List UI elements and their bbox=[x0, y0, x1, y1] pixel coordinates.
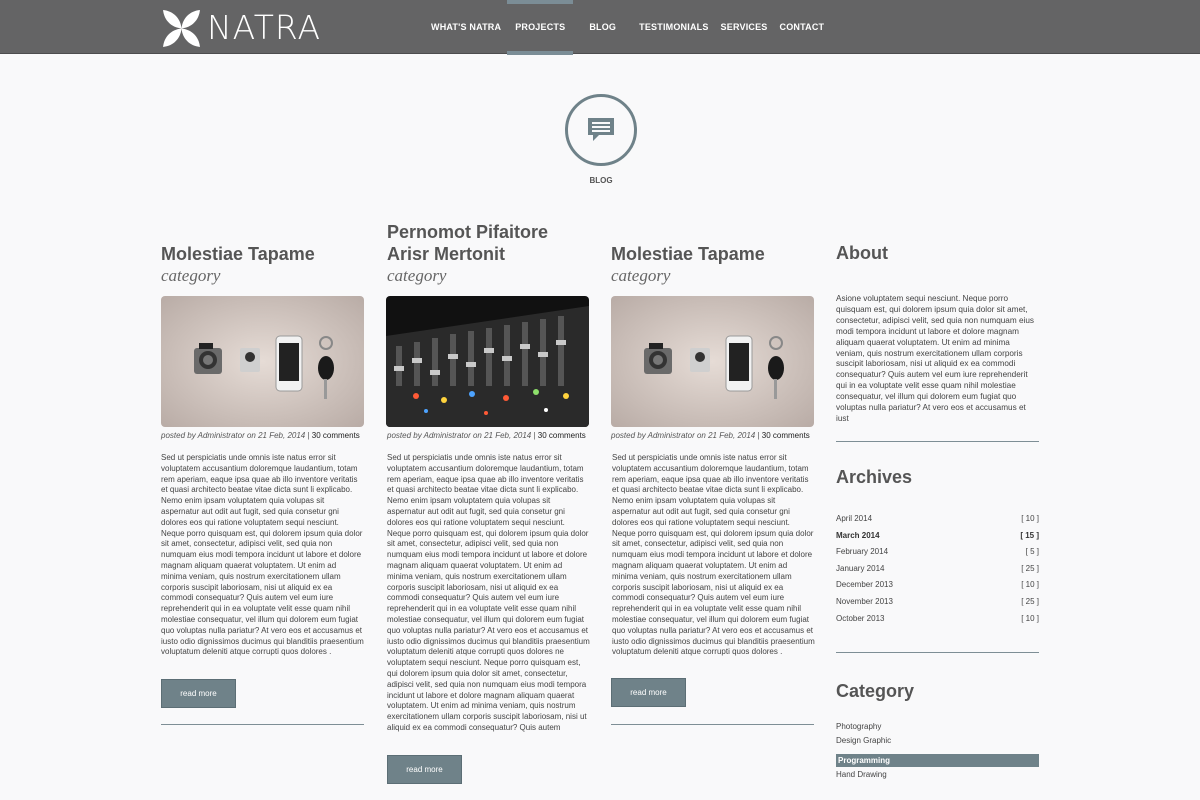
archive-item[interactable]: April 2014 [ 10 ] bbox=[836, 514, 1039, 523]
divider bbox=[836, 652, 1039, 653]
nav-item-contact[interactable]: CONTACT bbox=[779, 22, 825, 32]
main-nav bbox=[425, 0, 830, 54]
divider bbox=[836, 441, 1039, 442]
category-heading: Category bbox=[836, 681, 915, 701]
post-excerpt: Sed ut perspiciatis unde omnis iste natus error sit voluptatem accusantium doloremque laudantium, totam rem aperiam, eaque ipsa quae ab illo inventore veritatis et quasi architecto beatae vitae dicta sunt li explicabo. Nemo enim ipsam voluptatem quia volupas sit aspernatur aut odit aut fugit, sed quia consetur gni dolores eos qui ratione voluptatem sequi nesciunt. Neque porro quisquam est, qui dolorem ipsum quia dolor sit amet, consectetur, adipisci velit, sed quia non numquam eius modi tempora incidunt ut labore et dolore magnam aliquam quaerat voluptatem. Ut enim ad minima veniam, quis nostrum exercitationem ullam corporis suscipit laboriosam, nisi ut aliquid ex ea commodi consequatur? Quis autem vel eum iure reprehenderit qui in ea voluptate velit esse quam nihil molestiae consequatur, vel illum qui dolorem eum fugiat quo voluptas nulla pariatur? At vero eos et accusamus et iusto odio dignissimos ducimus qui blanditiis praesentium voluptatum deleniti atque corrupti quos dolores . bbox=[161, 453, 364, 657]
blog-badge bbox=[565, 94, 637, 166]
logo[interactable] bbox=[161, 8, 321, 48]
category-item-design-graphic[interactable]: Design Graphic bbox=[836, 736, 892, 745]
archive-item[interactable]: October 2013 [ 10 ] bbox=[836, 613, 1039, 623]
post-meta bbox=[161, 431, 360, 440]
read-more-button[interactable]: read more bbox=[387, 755, 462, 784]
about-text: Asione voluptatem sequi nesciunt. Neque porro quisquam est, qui dolorem ipsum quia dolor sit amet, consectetur, adipisci velit, sed quia non numquam eius modi tempora incidunt ut labore et dolore magnam aliquam quaerat voluptatem. Ut enim ad minima veniam, quis nostrum exercitationem ullam corporis suscipit laboriosam, nisi ut aliquid ex ea commodi consequatur? Quis autem vel eum iure reprehenderit qui in ea voluptate velit esse quam nihil molestiae consequatur, vel illum qui dolorem eum fugiat quo voluptas nulla pariatur? At vero eos et accusamus et iust bbox=[836, 294, 1034, 423]
post-excerpt: Sed ut perspiciatis unde omnis iste natus error sit voluptatem accusantium doloremque laudantium, totam rem aperiam, eaque ipsa quae ab illo inventore veritatis et quasi architecto beatae vitae dicta sunt li explicabo. Nemo enim ipsam voluptatem quia volupas sit aspernatur aut odit aut fugit, sed quia consetur gni dolores eos qui ratione voluptatem sequi nesciunt. Neque porro quisquam est, qui dolorem ipsum quia dolor sit amet, consectetur, adipisci velit, sed quia non numquam eius modi tempora incidunt ut labore et dolore magnam aliquam quaerat voluptatem. Ut enim ad minima veniam, quis nostrum exercitationem ullam corporis suscipit laboriosam, nisi ut aliquid ex ea commodi consequatur? Quis autem vel eum iure reprehenderit qui in ea voluptate velit esse quam nihil molestiae consequatur, vel illum qui dolorem eum fugiat quo voluptas nulla pariatur? At vero eos et accusamus et iusto odio dignissimos ducimus qui blanditiis praesentium voluptatum deleniti atque corrupti quos dolores . bbox=[612, 453, 815, 657]
category-item-hand-drawing[interactable]: Hand Drawing bbox=[836, 770, 887, 779]
post-thumbnail[interactable] bbox=[161, 296, 364, 427]
divider bbox=[161, 724, 364, 725]
divider bbox=[611, 724, 814, 725]
gadgets-photo bbox=[161, 296, 364, 427]
archive-item[interactable]: November 2013 [ 25 ] bbox=[836, 596, 1039, 606]
post-thumbnail[interactable] bbox=[611, 296, 814, 427]
mixer-photo bbox=[386, 296, 589, 427]
post-author-date: posted by Administrator on 21 Feb, 2014 | bbox=[161, 431, 310, 440]
gadgets-photo bbox=[611, 296, 814, 427]
post-card bbox=[611, 243, 814, 287]
nav-item-blog[interactable]: BLOG bbox=[589, 22, 617, 32]
top-navigation-bar bbox=[0, 0, 1200, 54]
section-title: BLOG bbox=[589, 176, 613, 185]
nav-item-testimonials[interactable]: TESTIMONIALS bbox=[639, 22, 709, 32]
nav-item-projects[interactable]: PROJECTS bbox=[507, 0, 573, 54]
post-author-date: posted by Administrator on 21 Feb, 2014 | bbox=[387, 431, 536, 440]
read-more-button[interactable]: read more bbox=[611, 678, 686, 707]
archive-item[interactable]: February 2014 [ 5 ] bbox=[836, 547, 1039, 557]
post-title[interactable]: Molestiae Tapame bbox=[611, 244, 765, 264]
flower-logo-icon bbox=[161, 8, 202, 49]
post-meta bbox=[387, 431, 586, 440]
post-excerpt: Sed ut perspiciatis unde omnis iste natus error sit voluptatem accusantium doloremque laudantium, totam rem aperiam, eaque ipsa quae ab illo inventore veritatis et quasi architecto beatae vitae dicta sunt li explicabo. Nemo enim ipsam voluptatem quia volupas sit aspernatur aut odit aut fugit, sed quia consetur gni dolores eos qui ratione voluptatem sequi nesciunt. Neque porro quisquam est, qui dolorem ipsum quia dolor sit amet, consectetur, adipisci velit, sed quia non numquam eius modi tempora incidunt ut labore et dolore magnam aliquam quaerat voluptatem. Ut enim ad minima veniam, quis nostrum exercitationem ullam corporis suscipit laboriosam, nisi ut aliquid ex ea commodi consequatur? Quis autem vel eum iure reprehenderit qui in ea voluptate velit esse quam nihil molestiae consequatur, vel illum qui dolorem eum fugiat quo voluptas nulla pariatur? At vero eos et accusamus et iusto odio dignissimos ducimus qui blanditiis praesentium voluptatum deleniti atque corrupti quos dolores ne voluptatem sequi nesciunt. Neque porro quisquam est, qui dolorem ipsum quia dolor sit amet, consectetur, adipisci velit, sed quia non numquam eius modi tempora incidunt ut labore et dolore magnam aliquam quaerat voluptatem. Ut enim ad minima veniam, quis nostrum exercitationem ullam corporis suscipit laboriosam, nisi ut aliquid ex ea commodi consequatur? Quis autem bbox=[387, 453, 590, 732]
post-card bbox=[387, 221, 590, 287]
speech-bubble-icon bbox=[586, 116, 616, 144]
post-category[interactable]: category bbox=[611, 266, 671, 285]
post-title[interactable]: Pernomot Pifaitore Arisr Mertonit bbox=[387, 222, 549, 264]
archives-heading: Archives bbox=[836, 467, 913, 487]
read-more-button[interactable]: read more bbox=[161, 679, 236, 708]
nav-item-services[interactable]: SERVICES bbox=[720, 22, 768, 32]
archive-item-current[interactable]: March 2014 [ 15 ] bbox=[836, 530, 1039, 540]
archive-list bbox=[836, 513, 1039, 629]
post-category[interactable]: category bbox=[387, 266, 447, 285]
post-meta bbox=[611, 431, 810, 440]
nav-item-whats-natra[interactable]: WHAT'S NATRA bbox=[431, 22, 502, 32]
comments-link[interactable]: 30 comments bbox=[311, 431, 360, 440]
brand-name: NATRA bbox=[207, 8, 322, 47]
post-card bbox=[161, 243, 364, 287]
about-heading: About bbox=[836, 243, 888, 263]
category-item-programming[interactable]: Programming bbox=[836, 754, 1039, 767]
post-title[interactable]: Molestiae Tapame bbox=[161, 244, 315, 264]
post-thumbnail[interactable] bbox=[386, 296, 589, 427]
archive-item[interactable]: December 2013 [ 10 ] bbox=[836, 580, 1039, 590]
comments-link[interactable]: 30 comments bbox=[537, 431, 586, 440]
category-item-photography[interactable]: Photography bbox=[836, 722, 882, 731]
comments-link[interactable]: 30 comments bbox=[761, 431, 810, 440]
post-author-date: posted by Administrator on 21 Feb, 2014 | bbox=[611, 431, 760, 440]
post-category[interactable]: category bbox=[161, 266, 221, 285]
archive-item[interactable]: January 2014 [ 25 ] bbox=[836, 563, 1039, 573]
